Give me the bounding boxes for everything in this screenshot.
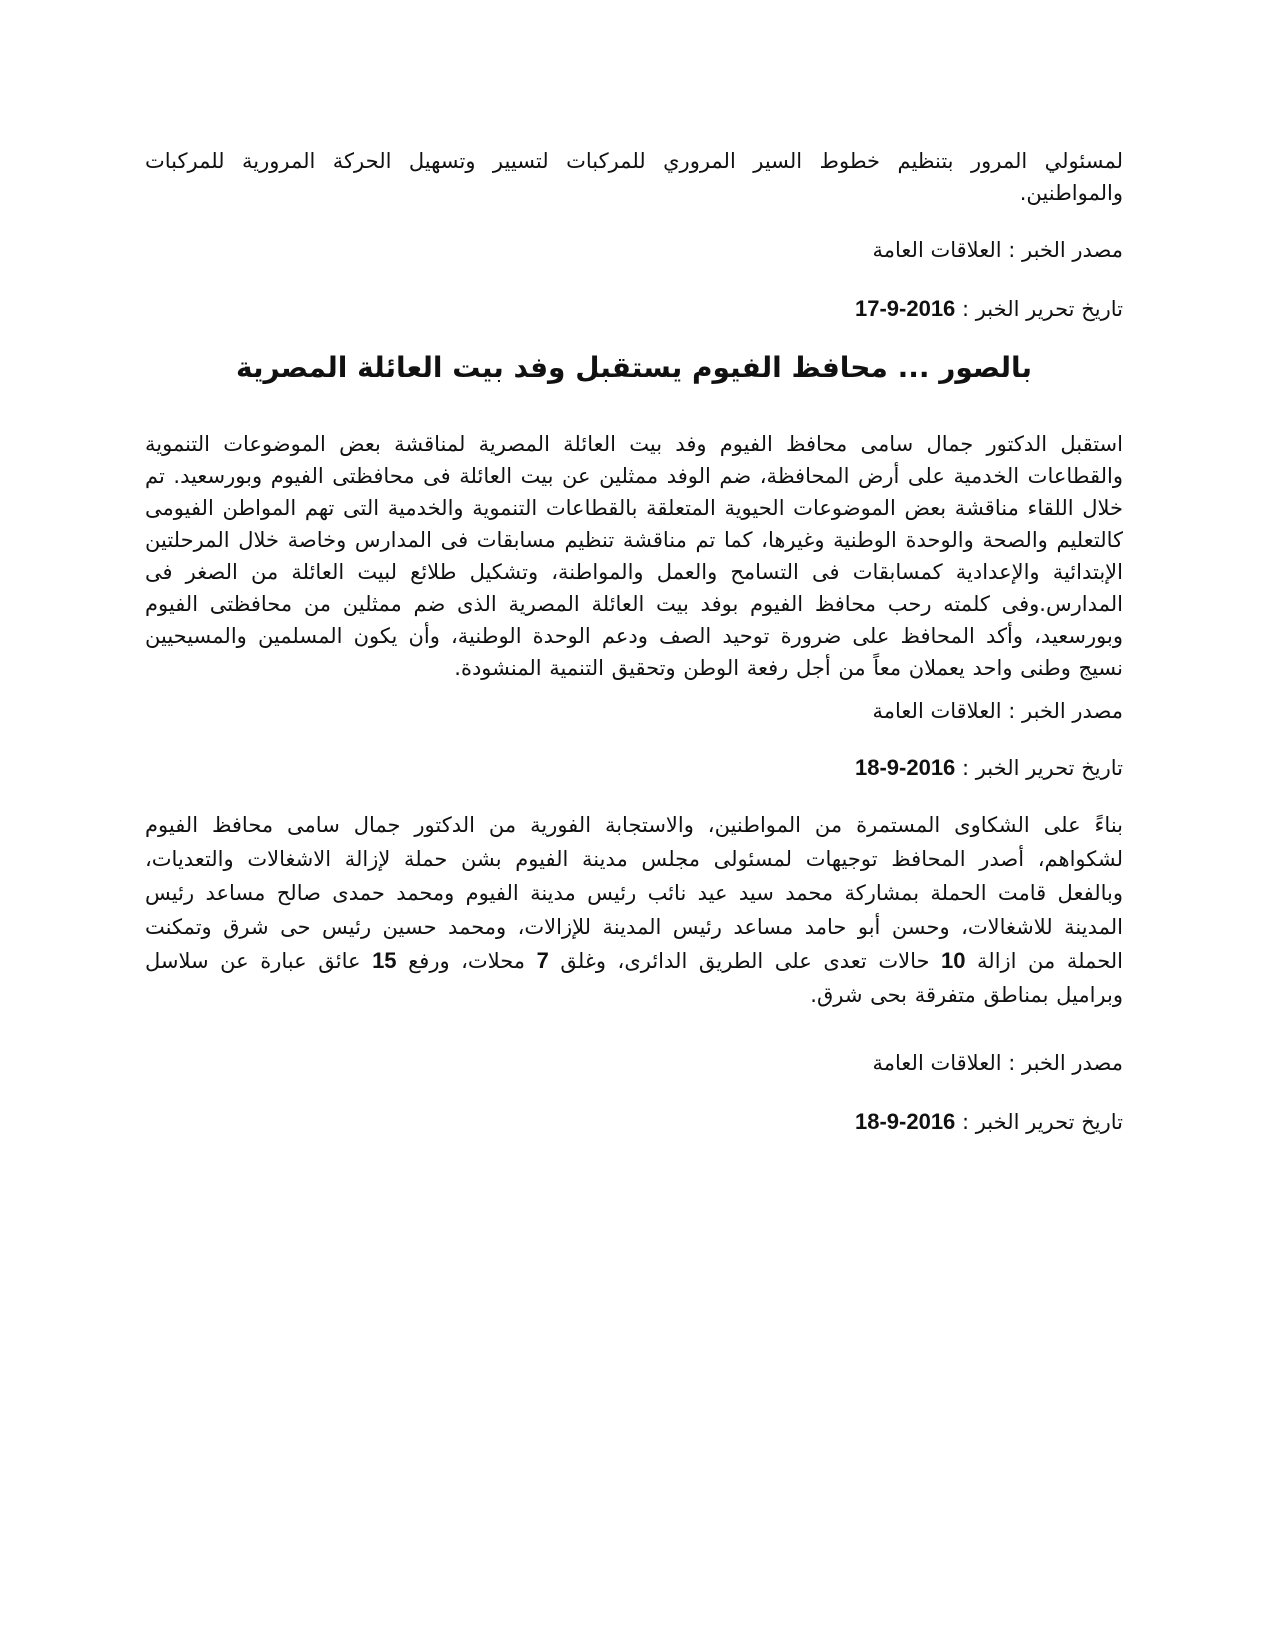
article-text: حالات تعدى على الطريق الدائرى، وغلق — [548, 949, 941, 973]
date-value: 17-9-2016 — [854, 296, 956, 321]
source-label: مصدر الخبر : — [1001, 1051, 1123, 1075]
source-value: العلاقات العامة — [872, 238, 1002, 262]
count-shops: 7 — [536, 948, 549, 973]
date-label: تاريخ تحرير الخبر : — [955, 1110, 1123, 1134]
news-source — [873, 695, 1123, 727]
news-source — [873, 1047, 1123, 1079]
date-label: تاريخ تحرير الخبر : — [955, 756, 1123, 780]
date-label: تاريخ تحرير الخبر : — [955, 297, 1123, 321]
article-text: بناءً على الشكاوى المستمرة من المواطنين، والاستجابة الفورية من الدكتور جمال سامى محافظ الفيوم لشكواهم، أصدر المحافظ توجيهات لمسئولى مجلس مدينة الفيوم بشن حملة لإزالة الاشغالات والتعديات، وبالفعل قامت الحملة بمشاركة محمد سيد عيد نائب رئيس مدينة الفيوم ومحمد حمدى صالح مساعد رئيس المدينة للاشغالات، وحسن أبو حامد مساعد رئيس المدينة للإزالات، ومحمد حسين رئيس حى شرق وتمكنت الحملة من ازالة — [145, 813, 1123, 973]
date-value: 18-9-2016 — [854, 1109, 956, 1134]
article-text: عائق عبارة عن سلاسل وبراميل بمناطق متفرقة بحى شرق. — [145, 949, 1123, 1007]
article-text: محلات، ورفع — [396, 949, 537, 973]
intro-paragraph: لمسئولي المرور بتنظيم خطوط السير المروري للمركبات لتسيير وتسهيل الحركة المرورية للمركبات والمواطنين. — [145, 149, 1123, 205]
article-body — [145, 808, 1123, 1012]
count-cases: 10 — [941, 948, 966, 973]
article-headline: بالصور ... محافظ الفيوم يستقبل وفد بيت العائلة المصرية — [235, 351, 1033, 384]
article-body: استقبل الدكتور جمال سامى محافظ الفيوم وفد بيت العائلة المصرية لمناقشة بعض الموضوعات التنموية والقطاعات الخدمية على أرض المحافظة، ضم الوفد ممثلين عن بيت العائلة فى محافظتى الفيوم وبورسعيد. تم خلال اللقاء مناقشة بعض الموضوعات الحيوية المتعلقة بالقطاعات التنموية والخدمية التى تهم المواطن الفيومى كالتعليم والصحة والوحدة الوطنية وغيرها، كما تم مناقشة تنظيم مسابقات فى المدارس وخاصة خلال المرحلتين الإبتدائية والإعدادية كمسابقات فى التسامح والعمل والمواطنة، وتشكيل طلائع لبيت العائلة من الصغر فى المدارس.وفى كلمته رحب محافظ الفيوم بوفد بيت العائلة المصرية الذى ضم ممثلين من محافظتى الفيوم وبورسعيد، وأكد المحافظ على ضرورة توحيد الصف ودعم الوحدة الوطنية، وأن يكون المسلمين والمسيحيين نسيج وطنى واحد يعملان معاً من أجل رفعة الوطن وتحقيق التنمية المنشودة. — [145, 432, 1123, 680]
news-date — [855, 293, 1123, 325]
source-label: مصدر الخبر : — [1001, 238, 1123, 262]
date-value: 18-9-2016 — [854, 755, 956, 780]
news-source — [873, 234, 1123, 266]
news-date — [855, 752, 1123, 784]
news-date — [855, 1106, 1123, 1138]
source-value: العلاقات العامة — [872, 1051, 1002, 1075]
source-value: العلاقات العامة — [872, 699, 1002, 723]
count-obstacles: 15 — [372, 948, 397, 973]
document-page — [145, 0, 1123, 1650]
source-label: مصدر الخبر : — [1001, 699, 1123, 723]
